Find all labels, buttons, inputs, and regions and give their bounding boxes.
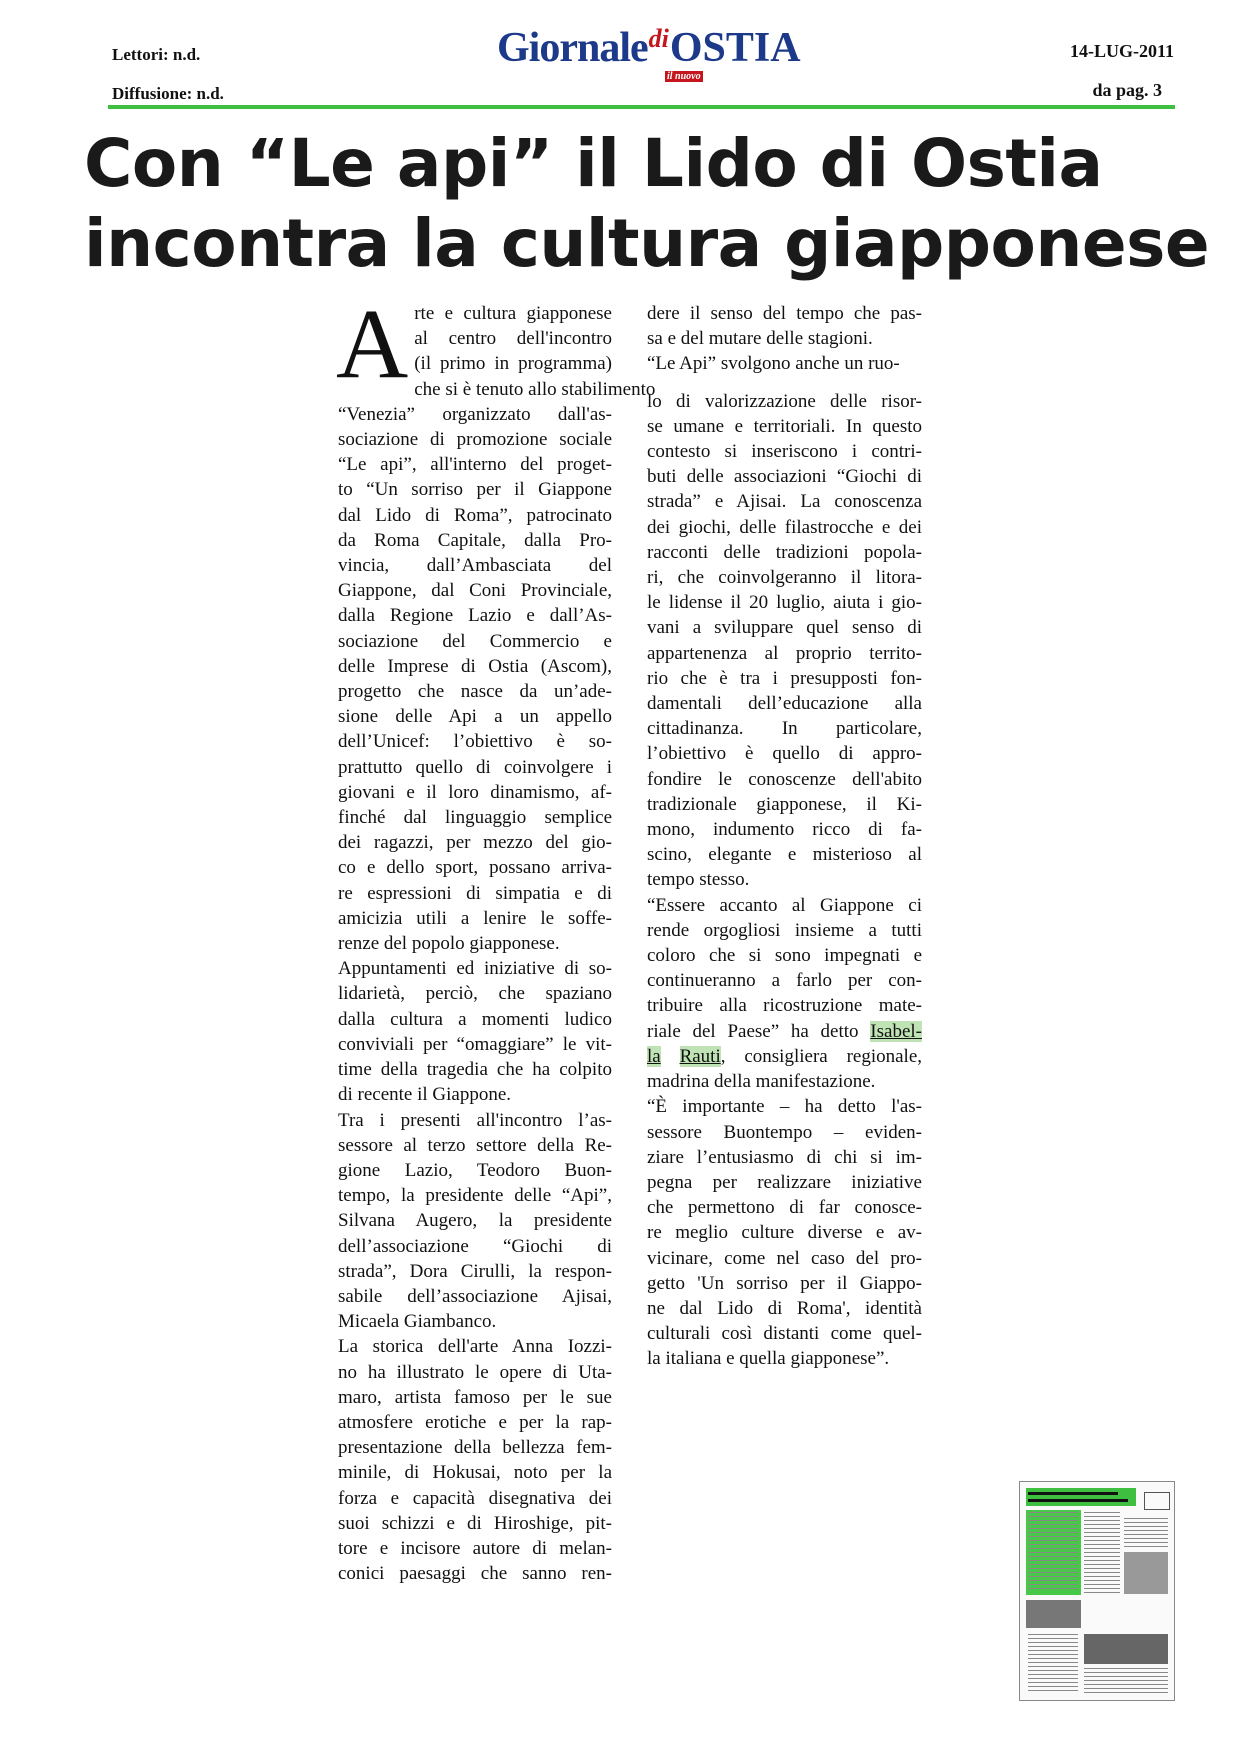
column-2-text-c bbox=[647, 1069, 922, 1371]
text-line: dell’Unicef: l’obiettivo è so- bbox=[338, 731, 612, 753]
text-line: cittadinanza. In particolare, bbox=[647, 718, 922, 740]
text-line: forza e capacità disegnativa dei bbox=[338, 1487, 612, 1509]
text-line: contesto si inseriscono i contri- bbox=[647, 441, 922, 463]
circulation-label: Diffusione: n.d. bbox=[112, 84, 224, 103]
text-line: fondire le conoscenze dell'abito bbox=[647, 768, 922, 790]
text-line: la italiana e quella giapponese”. bbox=[647, 1348, 890, 1370]
text-line: ri, che coinvolgeranno il litora- bbox=[647, 567, 922, 589]
text-line: riale del Paese” ha detto Isabel- bbox=[647, 1020, 922, 1042]
text-line: lo di valorizzazione delle risor- bbox=[647, 390, 922, 412]
column-1-text bbox=[336, 288, 656, 1586]
text-line: culturali così distanti come quel- bbox=[647, 1323, 922, 1345]
headline-line-1: Con “Le api” il Lido di Ostia bbox=[84, 125, 1103, 202]
text-line: pegna per realizzare iniziative bbox=[647, 1171, 922, 1193]
masthead-subtitle: il nuovo bbox=[667, 71, 701, 82]
highlight-la: la bbox=[647, 1045, 661, 1067]
masthead-giornale: Giornale bbox=[497, 25, 648, 71]
text-line: sa e del mutare delle stagioni. bbox=[647, 328, 873, 350]
text-line: “È importante – ha detto l'as- bbox=[647, 1096, 922, 1118]
text-line: damentali dell’educazione alla bbox=[647, 693, 922, 715]
column-gap bbox=[647, 377, 922, 389]
text-line: sessore Buontempo – eviden- bbox=[647, 1121, 922, 1143]
text-line: “Le api”, all'interno del proget- bbox=[338, 454, 612, 476]
text-line: minile, di Hokusai, noto per la bbox=[338, 1462, 612, 1484]
text-line: Tra i presenti all'incontro l’as- bbox=[338, 1109, 612, 1131]
text-line: tradizionale giapponese, il Ki- bbox=[647, 793, 922, 815]
text-line: racconti delle tradizioni popola- bbox=[647, 541, 922, 563]
text-line: sabile dell’associazione Ajisai, bbox=[338, 1285, 612, 1307]
text-line: appartenenza al proprio territo- bbox=[647, 642, 922, 664]
text-line: dalla cultura a momenti ludico bbox=[338, 1008, 612, 1030]
text-line: se umane e territoriali. In questo bbox=[647, 415, 922, 437]
text-line: la Rauti, consigliera regionale, bbox=[647, 1045, 922, 1067]
text-line: dalla Regione Lazio e dall’As- bbox=[338, 605, 612, 627]
text-line: mono, indumento ricco di fa- bbox=[647, 819, 922, 841]
text-line: dei ragazzi, per mezzo del gio- bbox=[338, 832, 612, 854]
text-line: rio che è tra i presupposti fon- bbox=[647, 667, 922, 689]
page-reference: da pag. 3 bbox=[1092, 80, 1162, 100]
thumbnail-text bbox=[1028, 1634, 1078, 1694]
article-column-1 bbox=[336, 288, 656, 1586]
newspaper-masthead bbox=[497, 24, 801, 82]
text-line: to “Un sorriso per il Giappone bbox=[338, 479, 612, 501]
text-line: “Le Api” svolgono anche un ruo- bbox=[647, 353, 900, 375]
text-line: gione Lazio, Teodoro Buon- bbox=[338, 1159, 612, 1181]
thumbnail-title-line bbox=[1028, 1499, 1128, 1502]
thumbnail-text bbox=[1084, 1512, 1120, 1594]
text-line: co e dello sport, possano arriva- bbox=[338, 857, 612, 879]
highlight-isabel: Isabel- bbox=[870, 1020, 922, 1042]
text-line: dei giochi, delle filastrocche e dei bbox=[647, 516, 922, 538]
text-line: Appuntamenti ed iniziative di so- bbox=[338, 958, 612, 980]
text-line: delle Imprese di Ostia (Ascom), bbox=[338, 655, 612, 677]
column-2-text-a bbox=[647, 301, 922, 377]
text-line: da Roma Capitale, dalla Pro- bbox=[338, 529, 612, 551]
text-line: le lidense il 20 luglio, aiuta i gio- bbox=[647, 592, 922, 614]
thumbnail-text bbox=[1084, 1668, 1168, 1694]
text-line: coloro che si sono impegnati e bbox=[647, 945, 922, 967]
text-line: atmosfere erotiche e per la rap- bbox=[338, 1411, 612, 1433]
text-line: dere il senso del tempo che pas- bbox=[647, 303, 922, 324]
text-line: continueranno a farlo per con- bbox=[647, 970, 922, 992]
text-line: no ha illustrato le opere di Uta- bbox=[338, 1361, 612, 1383]
text-line: amicizia utili a lenire le soffe- bbox=[338, 907, 612, 929]
thumbnail-text bbox=[1124, 1518, 1168, 1548]
text-line: strada” e Ajisai. La conoscenza bbox=[647, 491, 922, 513]
thumbnail-title-bar bbox=[1026, 1488, 1136, 1506]
page-thumbnail[interactable] bbox=[1019, 1481, 1175, 1701]
thumbnail-photo bbox=[1084, 1634, 1168, 1664]
masthead-di: di bbox=[648, 24, 669, 53]
text-line: rte e cultura giapponese bbox=[414, 303, 612, 324]
headline-line-2: incontra la cultura giapponese bbox=[84, 205, 1210, 282]
text-line: progetto che nasce da un’ade- bbox=[338, 681, 612, 703]
text-line: dell’associazione “Giochi di bbox=[338, 1235, 612, 1257]
text-line: (il primo in programma) bbox=[414, 353, 612, 375]
highlight-rauti: Rauti bbox=[679, 1045, 721, 1067]
text-line: tore e incisore autore di melan- bbox=[338, 1537, 612, 1559]
masthead-ostia: OSTIA bbox=[669, 25, 801, 71]
thumbnail-text bbox=[1028, 1512, 1078, 1592]
article-column-2 bbox=[647, 301, 922, 1372]
text-line: Silvana Augero, la presidente bbox=[338, 1210, 612, 1232]
text-line: che si è tenuto allo stabilimento bbox=[414, 378, 656, 400]
text-line: getto 'Un sorriso per il Giappo- bbox=[647, 1272, 922, 1294]
text-line: sessore al terzo settore della Re- bbox=[338, 1134, 612, 1156]
text-line: finché dal linguaggio semplice bbox=[338, 807, 612, 829]
text-line: conviviali per “omaggiare” le vit- bbox=[338, 1033, 612, 1055]
text-line: giovani e il loro dinamismo, af- bbox=[338, 781, 612, 803]
text-line: “Essere accanto al Giappone ci bbox=[647, 894, 922, 916]
text-line: sociazione di promozione sociale bbox=[338, 429, 612, 451]
text-line: l’obiettivo è quello di appro- bbox=[647, 743, 922, 765]
text-line: La storica dell'arte Anna Iozzi- bbox=[338, 1336, 612, 1358]
text-line: re espressioni di simpatia e di bbox=[338, 882, 612, 904]
article-headline bbox=[84, 124, 1210, 284]
text-line: rende orgogliosi insieme a tutti bbox=[647, 919, 922, 941]
text-line: maro, artista famoso per le sue bbox=[338, 1386, 612, 1408]
text-line: tribuire alla ricostruzione mate- bbox=[647, 995, 922, 1017]
text-line: buti delle associazioni “Giochi di bbox=[647, 466, 922, 488]
text-line: scino, elegante e misterioso al bbox=[647, 844, 922, 866]
text-line: conici paesaggi che sanno ren- bbox=[338, 1563, 612, 1585]
text-line: ne dal Lido di Roma', identità bbox=[647, 1297, 922, 1319]
text-line: che permettono di far conosce- bbox=[647, 1197, 922, 1219]
thumbnail-photo bbox=[1124, 1552, 1168, 1594]
text-line: sociazione del Commercio e bbox=[338, 630, 612, 652]
text-line: Giappone, dal Coni Provinciale, bbox=[338, 580, 612, 602]
text-line: al centro dell'incontro bbox=[414, 328, 612, 350]
text-line: vincia, dall’Ambasciata del bbox=[338, 555, 612, 577]
header-divider bbox=[108, 105, 1175, 109]
text-line: suoi schizzi e di Hiroshige, pit- bbox=[338, 1512, 612, 1534]
thumbnail-photo bbox=[1026, 1600, 1081, 1628]
thumbnail-badge bbox=[1144, 1492, 1170, 1510]
column-2-text-b bbox=[647, 389, 922, 1019]
text-line: tempo, la presidente delle “Api”, bbox=[338, 1185, 612, 1207]
text-line: tempo stesso. bbox=[647, 869, 750, 891]
text-line: strada”, Dora Cirulli, la respon- bbox=[338, 1260, 612, 1282]
text-line: presentazione della bellezza fem- bbox=[338, 1437, 612, 1459]
text-line: sione delle Api a un appello bbox=[338, 706, 612, 728]
text-line: Micaela Giambanco. bbox=[338, 1311, 497, 1333]
text-line: re meglio culture diverse e av- bbox=[647, 1222, 922, 1244]
text-line: vicinare, come nel caso del pro- bbox=[647, 1247, 922, 1269]
text-line: renze del popolo giapponese. bbox=[338, 933, 560, 955]
text-line: prattutto quello di coinvolgere i bbox=[338, 756, 612, 778]
drop-cap: A bbox=[336, 288, 409, 399]
text-line: “Venezia” organizzato dall'as- bbox=[338, 403, 612, 425]
thumbnail-title-line bbox=[1028, 1492, 1118, 1495]
readers-label: Lettori: n.d. bbox=[112, 45, 201, 64]
text-line: madrina della manifestazione. bbox=[647, 1071, 876, 1093]
text-line: di recente il Giappone. bbox=[338, 1084, 512, 1106]
text-line: ziare l’entusiasmo di chi si im- bbox=[647, 1146, 922, 1168]
publication-date: 14-LUG-2011 bbox=[1069, 41, 1174, 61]
text-line: lidarietà, perciò, che spaziano bbox=[338, 983, 612, 1005]
text-line: dal Lido di Roma”, patrocinato bbox=[338, 504, 612, 526]
text-line: time della tragedia che ha colpito bbox=[338, 1059, 612, 1081]
text-line: vani a sviluppare quel senso di bbox=[647, 617, 922, 639]
